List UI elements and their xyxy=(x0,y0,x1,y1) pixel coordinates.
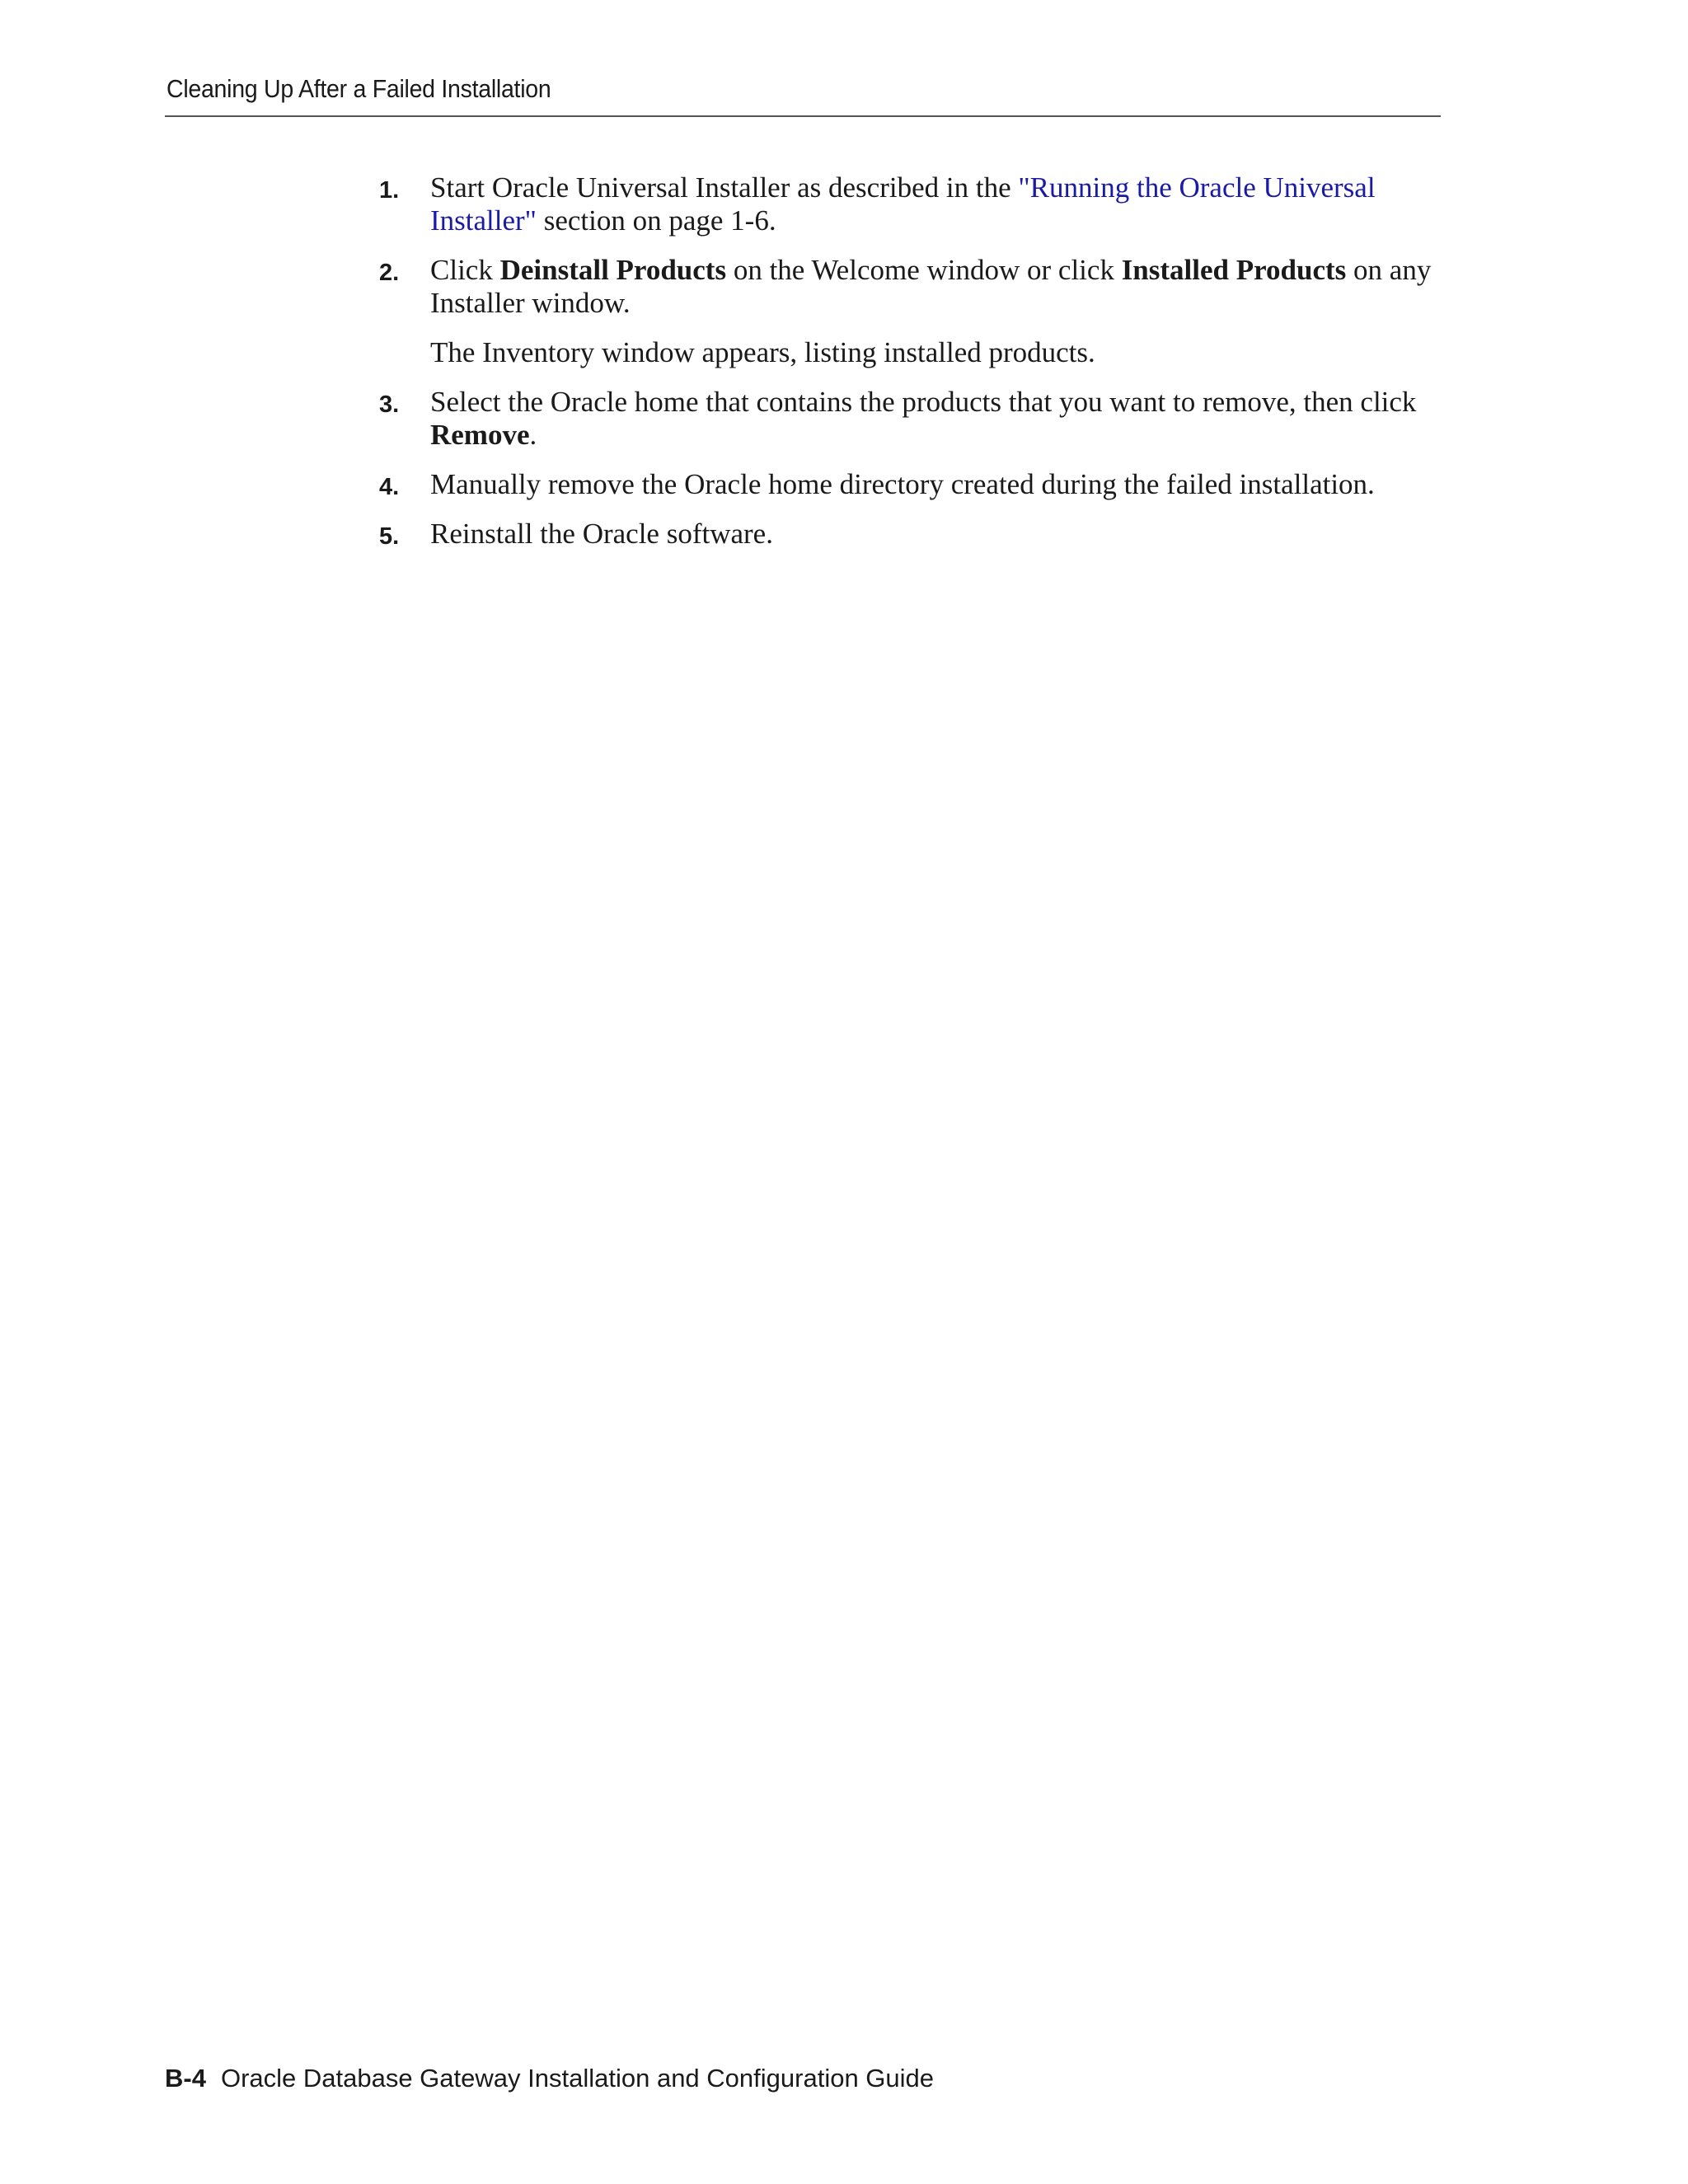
step-number: 5. xyxy=(379,523,400,550)
step-number: 2. xyxy=(379,260,400,286)
step-number: 3. xyxy=(379,391,400,418)
step-text: Select the Oracle home that contains the products that you want to remove, then click xyxy=(430,386,1417,418)
running-header: Cleaning Up After a Failed Installation xyxy=(166,74,551,103)
remove-term: Remove xyxy=(430,419,530,451)
step-1 xyxy=(379,171,1451,237)
header-rule xyxy=(165,115,1441,117)
procedure-steps xyxy=(379,171,1451,567)
step-text: Manually remove the Oracle home directory created during the failed installation. xyxy=(430,468,1375,500)
step-2 xyxy=(379,254,1451,320)
step-number: 1. xyxy=(379,177,400,204)
step-text: Reinstall the Oracle software. xyxy=(430,518,773,550)
installed-products-term: Installed Products xyxy=(1121,254,1347,286)
step-number: 4. xyxy=(379,474,400,500)
step-text: . xyxy=(529,419,537,451)
page-footer xyxy=(165,2064,934,2093)
step-2-note: The Inventory window appears, listing installed products. xyxy=(430,336,1095,368)
step-text: Start Oracle Universal Installer as described in the xyxy=(430,171,1019,204)
page-number: B-4 xyxy=(165,2064,206,2093)
step-text: section on page 1-6. xyxy=(536,204,776,237)
running-installer-link[interactable]: "Running the Oracle Universal Installer" xyxy=(430,171,1376,237)
step-text: Click xyxy=(430,254,500,286)
step-5 xyxy=(379,518,1451,551)
deinstall-products-term: Deinstall Products xyxy=(499,254,727,286)
step-text: on the Welcome window or click xyxy=(726,254,1122,286)
step-4 xyxy=(379,468,1451,501)
step-3 xyxy=(379,386,1451,452)
step-text: on any Installer window. xyxy=(430,254,1432,319)
book-title: Oracle Database Gateway Installation and Configuration Guide xyxy=(220,2064,935,2093)
